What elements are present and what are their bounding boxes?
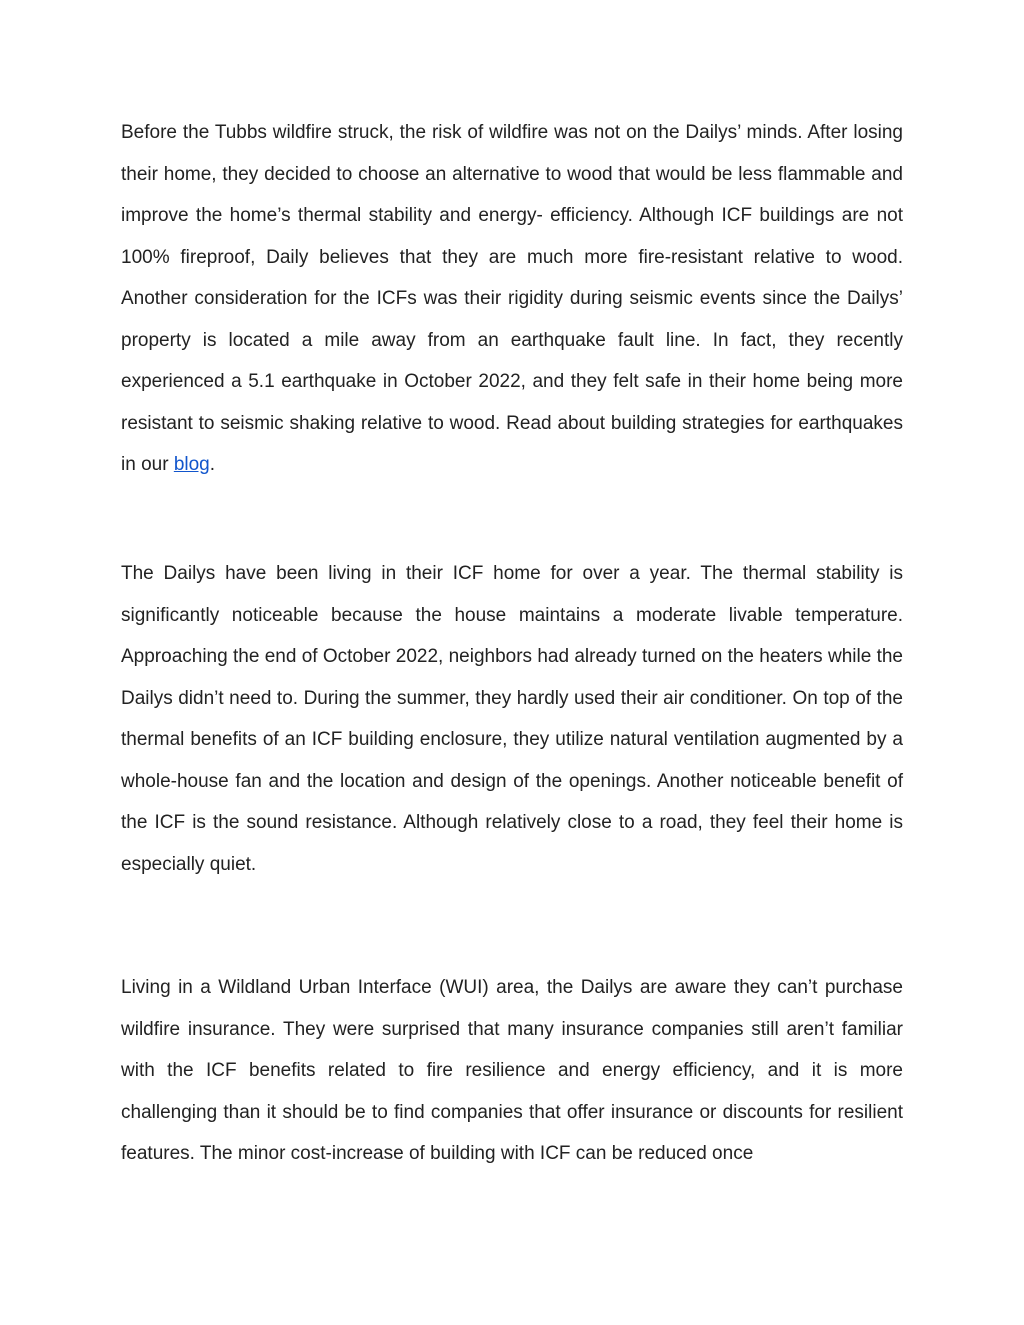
blog-link[interactable]: blog	[173, 454, 210, 475]
paragraph-wildfire-seismic	[121, 112, 903, 486]
paragraph-thermal-stability: The Dailys have been living in their ICF home for over a year. The thermal stability is significantly noticeable because the house maintains a moderate livable temperature. Approaching the end of October 2022, neighbors had already turned on the heaters while the Dailys didn’t need to. During the summer, they hardly used their air conditioner. On top of the thermal benefits of an ICF building enclosure, they utilize natural ventilation augmented by a whole-house fan and the location and design of the openings. Another noticeable benefit of the ICF is the sound resistance. Although relatively close to a road, they feel their home is especially quiet.	[121, 563, 903, 875]
paragraph-insurance: Living in a Wildland Urban Interface (WUI) area, the Dailys are aware they can’t purchase wildfire insurance. They were surprised that many insurance companies still aren’t familiar with the ICF benefits related to fire resilience and energy efficiency, and it is more challenging than it should be to find companies that offer insurance or discounts for resilient features. The minor cost-increase of building with ICF can be reduced once	[121, 977, 903, 1164]
paragraph-text-end: .	[209, 454, 216, 475]
paragraph-text: Before the Tubbs wildfire struck, the risk of wildfire was not on the Dailys’ minds. After losing their home, they decided to choose an alternative to wood that would be less flammable and improve the home’s thermal stability and energy- efficiency. Although ICF buildings are not 100% fireproof, Daily believes that they are much more fire-resistant relative to wood. Another consideration for the ICFs was their rigidity during seismic events since the Dailys’ property is located a mile away from an earthquake fault line. In fact, they recently experienced a 5.1 earthquake in October 2022, and they felt safe in their home being more resistant to seismic shaking relative to wood. Read about building strategies for earthquakes in our	[121, 122, 903, 475]
